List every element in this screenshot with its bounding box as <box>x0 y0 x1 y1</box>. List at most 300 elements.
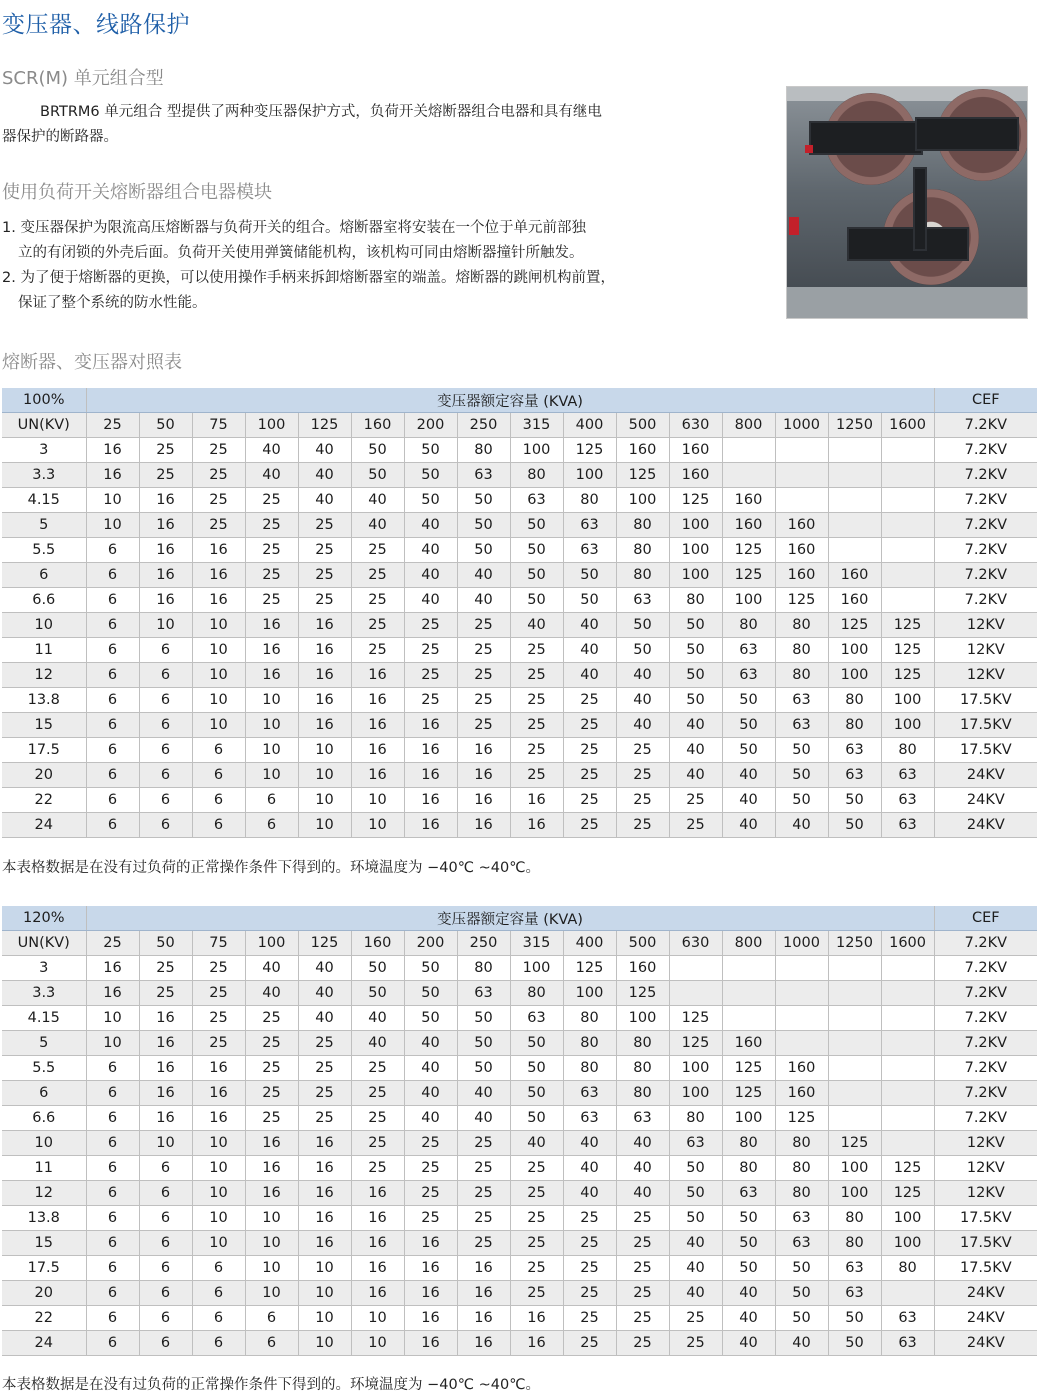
table-row <box>2 1231 1037 1256</box>
fuse-rating-cell: 25 <box>192 981 245 1006</box>
kva-cell: 315 <box>510 413 563 438</box>
fuse-rating-cell: 16 <box>351 1206 404 1231</box>
item-1-line-2: 立的有闭锁的外壳后面。负荷开关使用弹簧储能机构，该机构可同由熔断器撞针所触发。 <box>18 245 584 261</box>
cef-cell: 12KV <box>934 1131 1037 1156</box>
cef-cell: 7.2KV <box>934 538 1037 563</box>
fuse-rating-cell: 63 <box>457 981 510 1006</box>
fuse-rating-cell: 16 <box>139 1006 192 1031</box>
fuse-rating-cell: 40 <box>669 763 722 788</box>
fuse-rating-cell: 40 <box>245 981 298 1006</box>
fuse-rating-cell: 40 <box>669 1281 722 1306</box>
fuse-rating-cell <box>722 956 775 981</box>
fuse-rating-cell: 50 <box>775 1256 828 1281</box>
fuse-rating-cell: 100 <box>563 463 616 488</box>
table-note-120: 本表格数据是在没有过负荷的正常操作条件下得到的。环境温度为 −40℃ ~40℃。 <box>2 1377 540 1393</box>
fuse-rating-cell: 80 <box>775 663 828 688</box>
fuse-rating-cell: 40 <box>616 663 669 688</box>
kva-cell: 1000 <box>775 413 828 438</box>
fuse-rating-cell: 25 <box>245 588 298 613</box>
fuse-rating-cell: 25 <box>457 1156 510 1181</box>
cef-cell: 17.5KV <box>934 713 1037 738</box>
fuse-rating-cell: 25 <box>669 813 722 838</box>
cef-cell: 7.2KV <box>934 931 1037 956</box>
fuse-rating-cell: 16 <box>457 1281 510 1306</box>
cef-cell: 24KV <box>934 788 1037 813</box>
fuse-rating-cell: 10 <box>192 613 245 638</box>
fuse-rating-cell: 16 <box>192 538 245 563</box>
cef-cell: 17.5KV <box>934 688 1037 713</box>
fuse-rating-cell: 40 <box>616 1181 669 1206</box>
fuse-rating-cell: 100 <box>881 1206 934 1231</box>
kva-cell: 400 <box>563 413 616 438</box>
fuse-rating-cell: 25 <box>616 763 669 788</box>
fuse-rating-cell: 50 <box>351 438 404 463</box>
fuse-rating-cell: 50 <box>404 488 457 513</box>
table-row <box>2 1081 1037 1106</box>
fuse-rating-cell: 40 <box>563 613 616 638</box>
fuse-rating-cell: 80 <box>510 463 563 488</box>
un-cell: 22 <box>2 788 86 813</box>
fuse-rating-cell: 40 <box>775 813 828 838</box>
fuse-rating-cell: 16 <box>457 1256 510 1281</box>
fuse-rating-cell: 63 <box>563 513 616 538</box>
fuse-rating-cell: 16 <box>457 1331 510 1356</box>
fuse-rating-cell: 63 <box>881 1306 934 1331</box>
fuse-rating-cell: 40 <box>298 981 351 1006</box>
fuse-rating-cell: 25 <box>298 563 351 588</box>
fuse-rating-cell: 6 <box>86 538 139 563</box>
fuse-rating-cell: 25 <box>298 538 351 563</box>
fuse-rating-cell: 10 <box>245 1281 298 1306</box>
fuse-rating-cell <box>775 981 828 1006</box>
fuse-rating-cell: 40 <box>457 588 510 613</box>
fuse-rating-cell: 25 <box>616 813 669 838</box>
fuse-rating-cell: 100 <box>669 538 722 563</box>
fuse-rating-cell: 25 <box>298 1081 351 1106</box>
fuse-rating-cell: 50 <box>510 1106 563 1131</box>
fuse-rating-cell: 50 <box>563 563 616 588</box>
fuse-rating-cell: 6 <box>86 1231 139 1256</box>
fuse-rating-cell: 25 <box>192 513 245 538</box>
table-row <box>2 538 1037 563</box>
cef-cell: 7.2KV <box>934 981 1037 1006</box>
fuse-rating-cell: 6 <box>86 588 139 613</box>
cef-cell: 7.2KV <box>934 956 1037 981</box>
fuse-rating-cell: 10 <box>298 763 351 788</box>
fuse-rating-cell: 63 <box>775 713 828 738</box>
kva-cell: 200 <box>404 413 457 438</box>
fuse-rating-cell: 6 <box>139 1206 192 1231</box>
fuse-rating-cell: 100 <box>669 563 722 588</box>
cef-cell: 24KV <box>934 1331 1037 1356</box>
cef-cell: 24KV <box>934 763 1037 788</box>
fuse-rating-cell: 25 <box>351 1081 404 1106</box>
un-cell: 20 <box>2 763 86 788</box>
un-header-cell: UN(KV) <box>2 413 86 438</box>
kva-cell: 250 <box>457 931 510 956</box>
kva-cell: 400 <box>563 931 616 956</box>
fuse-rating-cell: 40 <box>298 438 351 463</box>
fuse-rating-cell: 16 <box>351 738 404 763</box>
fuse-rating-cell: 40 <box>563 1181 616 1206</box>
fuse-rating-cell: 160 <box>775 563 828 588</box>
corner-cell: 100% <box>2 388 86 413</box>
fuse-rating-cell: 40 <box>616 688 669 713</box>
fuse-rating-cell <box>775 956 828 981</box>
cef-cell: 12KV <box>934 1181 1037 1206</box>
fuse-rating-cell: 125 <box>775 1106 828 1131</box>
fuse-rating-cell: 50 <box>510 513 563 538</box>
fuse-rating-cell: 50 <box>563 588 616 613</box>
fuse-rating-cell: 50 <box>616 613 669 638</box>
fuse-rating-cell: 160 <box>828 588 881 613</box>
fuse-rating-cell: 63 <box>881 788 934 813</box>
fuse-rating-cell <box>881 488 934 513</box>
fuse-rating-cell: 6 <box>86 788 139 813</box>
cef-cell: 7.2KV <box>934 413 1037 438</box>
fuse-rating-cell: 25 <box>404 1206 457 1231</box>
fuse-rating-cell: 50 <box>351 981 404 1006</box>
fuse-rating-cell: 40 <box>298 463 351 488</box>
fuse-rating-cell: 50 <box>722 1231 775 1256</box>
fuse-rating-cell: 40 <box>563 663 616 688</box>
fuse-rating-cell: 25 <box>563 1256 616 1281</box>
fuse-rating-cell: 125 <box>616 463 669 488</box>
fuse-rating-cell: 6 <box>86 713 139 738</box>
fuse-rating-cell <box>828 956 881 981</box>
fuse-rating-cell: 50 <box>669 688 722 713</box>
fuse-rating-cell: 80 <box>616 1081 669 1106</box>
fuse-rating-cell: 16 <box>86 463 139 488</box>
fuse-rating-cell: 25 <box>245 563 298 588</box>
fuse-rating-cell: 16 <box>192 1056 245 1081</box>
fuse-rating-cell: 16 <box>298 1156 351 1181</box>
fuse-rating-cell: 50 <box>457 513 510 538</box>
table-row <box>2 463 1037 488</box>
fuse-rating-cell: 10 <box>298 1306 351 1331</box>
cef-cell: 7.2KV <box>934 438 1037 463</box>
table-row <box>2 438 1037 463</box>
fuse-rating-cell: 10 <box>351 1306 404 1331</box>
fuse-rating-cell: 25 <box>351 1106 404 1131</box>
fuse-rating-cell: 25 <box>245 1031 298 1056</box>
fuse-rating-cell: 16 <box>139 1106 192 1131</box>
fuse-rating-cell: 25 <box>457 713 510 738</box>
fuse-rating-cell: 25 <box>298 513 351 538</box>
fuse-rating-cell: 40 <box>616 713 669 738</box>
fuse-rating-cell: 6 <box>139 1281 192 1306</box>
table-note-100: 本表格数据是在没有过负荷的正常操作条件下得到的。环境温度为 −40℃ ~40℃。 <box>2 860 540 876</box>
fuse-rating-cell: 6 <box>192 813 245 838</box>
fuse-rating-cell: 40 <box>245 463 298 488</box>
cef-cell: 7.2KV <box>934 1006 1037 1031</box>
fuse-rating-cell: 16 <box>192 1081 245 1106</box>
fuse-rating-cell: 25 <box>404 1181 457 1206</box>
fuse-table-100 <box>2 388 1037 838</box>
fuse-rating-cell: 10 <box>245 1206 298 1231</box>
cef-cell: 12KV <box>934 613 1037 638</box>
kva-cell: 75 <box>192 931 245 956</box>
fuse-rating-cell <box>828 1106 881 1131</box>
fuse-rating-cell: 16 <box>139 1031 192 1056</box>
fuse-rating-cell: 25 <box>510 1156 563 1181</box>
fuse-rating-cell: 6 <box>86 663 139 688</box>
fuse-rating-cell: 16 <box>86 438 139 463</box>
fuse-rating-cell: 40 <box>722 1331 775 1356</box>
fuse-rating-cell: 40 <box>404 513 457 538</box>
fuse-rating-cell: 50 <box>828 1331 881 1356</box>
fuse-rating-cell: 40 <box>298 956 351 981</box>
fuse-rating-cell: 125 <box>881 613 934 638</box>
fuse-rating-cell: 25 <box>404 688 457 713</box>
un-cell: 15 <box>2 713 86 738</box>
fuse-rating-cell: 160 <box>722 488 775 513</box>
fuse-rating-cell: 16 <box>139 1081 192 1106</box>
fuse-rating-cell: 125 <box>669 1031 722 1056</box>
fuse-rating-cell: 25 <box>192 1031 245 1056</box>
un-cell: 13.8 <box>2 688 86 713</box>
fuse-rating-cell: 25 <box>510 1256 563 1281</box>
section-heading-fuse-module: 使用负荷开关熔断器组合电器模块 <box>2 182 272 203</box>
un-cell: 15 <box>2 1231 86 1256</box>
table-row <box>2 688 1037 713</box>
cef-cell: 7.2KV <box>934 1081 1037 1106</box>
fuse-rating-cell: 25 <box>245 538 298 563</box>
fuse-rating-cell: 80 <box>775 613 828 638</box>
fuse-rating-cell: 16 <box>245 663 298 688</box>
fuse-rating-cell: 50 <box>722 1256 775 1281</box>
un-cell: 11 <box>2 1156 86 1181</box>
fuse-rating-cell: 16 <box>351 713 404 738</box>
fuse-rating-cell: 25 <box>563 713 616 738</box>
fuse-rating-cell: 6 <box>86 563 139 588</box>
fuse-rating-cell: 25 <box>139 463 192 488</box>
cef-cell: 17.5KV <box>934 1206 1037 1231</box>
fuse-rating-cell: 80 <box>775 1131 828 1156</box>
fuse-rating-cell: 40 <box>510 613 563 638</box>
fuse-rating-cell: 25 <box>192 488 245 513</box>
fuse-rating-cell: 16 <box>245 1181 298 1206</box>
fuse-rating-cell: 80 <box>881 738 934 763</box>
fuse-rating-cell <box>828 438 881 463</box>
fuse-rating-cell: 16 <box>192 1106 245 1131</box>
fuse-rating-cell: 50 <box>669 663 722 688</box>
fuse-rating-cell: 16 <box>457 738 510 763</box>
kva-cell: 1000 <box>775 931 828 956</box>
fuse-rating-cell: 25 <box>351 588 404 613</box>
fuse-rating-cell: 10 <box>298 1281 351 1306</box>
fuse-rating-cell: 16 <box>298 1181 351 1206</box>
table-row <box>2 1181 1037 1206</box>
fuse-rating-cell: 25 <box>563 788 616 813</box>
fuse-rating-cell: 40 <box>351 488 404 513</box>
fuse-rating-cell: 80 <box>563 1056 616 1081</box>
fuse-rating-cell <box>828 981 881 1006</box>
fuse-rating-cell: 25 <box>563 813 616 838</box>
fuse-rating-cell: 16 <box>245 613 298 638</box>
un-header-cell: UN(KV) <box>2 931 86 956</box>
fuse-rating-cell: 25 <box>404 638 457 663</box>
fuse-rating-cell <box>669 956 722 981</box>
fuse-rating-cell: 6 <box>139 663 192 688</box>
fuse-rating-cell: 50 <box>351 956 404 981</box>
fuse-rating-cell: 6 <box>86 688 139 713</box>
table-row <box>2 1281 1037 1306</box>
fuse-rating-cell: 10 <box>192 1131 245 1156</box>
fuse-rating-cell: 100 <box>669 513 722 538</box>
fuse-rating-cell: 16 <box>404 813 457 838</box>
fuse-rating-cell: 40 <box>722 813 775 838</box>
fuse-rating-cell: 16 <box>457 763 510 788</box>
fuse-rating-cell <box>669 981 722 1006</box>
fuse-rating-cell: 10 <box>298 788 351 813</box>
table-header-row <box>2 388 1037 413</box>
fuse-rating-cell: 25 <box>669 1331 722 1356</box>
fuse-rating-cell: 10 <box>245 713 298 738</box>
un-cell: 4.15 <box>2 1006 86 1031</box>
corner-cell: 120% <box>2 906 86 931</box>
fuse-rating-cell: 50 <box>828 788 881 813</box>
fuse-rating-cell: 50 <box>457 488 510 513</box>
fuse-rating-cell: 25 <box>351 1156 404 1181</box>
fuse-rating-cell: 6 <box>86 763 139 788</box>
fuse-rating-cell: 25 <box>510 1206 563 1231</box>
cef-cell: 17.5KV <box>934 1256 1037 1281</box>
un-cell: 3 <box>2 438 86 463</box>
fuse-rating-cell <box>775 488 828 513</box>
fuse-rating-cell: 6 <box>192 1306 245 1331</box>
fuse-rating-cell: 40 <box>669 738 722 763</box>
fuse-rating-cell: 10 <box>245 688 298 713</box>
table-row <box>2 713 1037 738</box>
fuse-rating-cell: 160 <box>722 513 775 538</box>
fuse-rating-cell: 63 <box>881 1331 934 1356</box>
fuse-rating-cell <box>722 981 775 1006</box>
fuse-rating-cell: 25 <box>563 1231 616 1256</box>
fuse-rating-cell: 125 <box>616 981 669 1006</box>
fuse-rating-cell: 16 <box>192 588 245 613</box>
fuse-rating-cell: 16 <box>298 713 351 738</box>
fuse-rating-cell: 80 <box>881 1256 934 1281</box>
fuse-rating-cell: 6 <box>86 638 139 663</box>
fuse-rating-cell: 16 <box>404 1256 457 1281</box>
fuse-rating-cell: 25 <box>351 613 404 638</box>
fuse-rating-cell: 6 <box>192 763 245 788</box>
un-cell: 10 <box>2 613 86 638</box>
fuse-rating-cell: 16 <box>404 1306 457 1331</box>
fuse-rating-cell: 25 <box>510 738 563 763</box>
fuse-rating-cell <box>722 438 775 463</box>
fuse-rating-cell: 6 <box>192 1281 245 1306</box>
fuse-rating-cell: 100 <box>722 588 775 613</box>
fuse-rating-cell <box>828 1031 881 1056</box>
fuse-rating-cell: 40 <box>404 1056 457 1081</box>
fuse-rating-cell: 16 <box>404 1281 457 1306</box>
fuse-rating-cell: 16 <box>351 1256 404 1281</box>
fuse-rating-cell: 16 <box>86 956 139 981</box>
fuse-rating-cell: 40 <box>457 563 510 588</box>
kva-cell: 1250 <box>828 413 881 438</box>
table-row <box>2 638 1037 663</box>
fuse-rating-cell: 25 <box>404 663 457 688</box>
fuse-rating-cell: 50 <box>404 1006 457 1031</box>
fuse-rating-cell: 125 <box>669 1006 722 1031</box>
fuse-rating-cell: 16 <box>351 1231 404 1256</box>
fuse-rating-cell: 10 <box>245 1231 298 1256</box>
table-row <box>2 1306 1037 1331</box>
fuse-rating-cell: 6 <box>86 1081 139 1106</box>
fuse-rating-cell: 6 <box>139 638 192 663</box>
fuse-rating-cell: 40 <box>404 588 457 613</box>
fuse-rating-cell: 125 <box>722 538 775 563</box>
table-row <box>2 1206 1037 1231</box>
fuse-rating-cell: 16 <box>404 788 457 813</box>
fuse-rating-cell: 16 <box>510 1331 563 1356</box>
fuse-rating-cell: 6 <box>139 713 192 738</box>
fuse-rating-cell: 10 <box>192 1206 245 1231</box>
fuse-rating-cell: 80 <box>616 1031 669 1056</box>
fuse-rating-cell: 6 <box>86 813 139 838</box>
fuse-rating-cell: 10 <box>298 1256 351 1281</box>
table-row <box>2 1006 1037 1031</box>
fuse-rating-cell: 25 <box>616 1206 669 1231</box>
fuse-rating-cell: 50 <box>722 738 775 763</box>
fuse-rating-cell: 125 <box>722 1056 775 1081</box>
fuse-rating-cell <box>775 463 828 488</box>
intro-line-1: BRTRM6 单元组合 型提供了两种变压器保护方式，负荷开关熔断器组合电器和具有继电 <box>40 104 602 120</box>
fuse-rating-cell: 25 <box>298 1031 351 1056</box>
fuse-rating-cell: 25 <box>616 1256 669 1281</box>
fuse-rating-cell: 25 <box>298 588 351 613</box>
fuse-rating-cell: 10 <box>86 1031 139 1056</box>
fuse-rating-cell: 63 <box>881 813 934 838</box>
fuse-rating-cell: 100 <box>616 488 669 513</box>
fuse-rating-cell: 50 <box>404 981 457 1006</box>
fuse-rating-cell: 160 <box>616 956 669 981</box>
kva-cell: 160 <box>351 413 404 438</box>
fuse-rating-cell <box>828 1081 881 1106</box>
fuse-rating-cell: 16 <box>298 663 351 688</box>
kva-cell: 630 <box>669 931 722 956</box>
fuse-rating-cell <box>881 956 934 981</box>
fuse-rating-cell: 25 <box>457 638 510 663</box>
table-row <box>2 813 1037 838</box>
fuse-rating-cell: 10 <box>139 1131 192 1156</box>
fuse-rating-cell: 63 <box>563 1081 616 1106</box>
fuse-rating-cell <box>881 981 934 1006</box>
fuse-rating-cell: 16 <box>139 488 192 513</box>
fuse-rating-cell: 10 <box>245 738 298 763</box>
fuse-rating-cell: 80 <box>722 1156 775 1181</box>
fuse-rating-cell: 40 <box>722 763 775 788</box>
fuse-rating-cell: 40 <box>351 513 404 538</box>
fuse-rating-cell: 50 <box>510 1031 563 1056</box>
fuse-rating-cell: 16 <box>192 563 245 588</box>
fuse-rating-cell: 80 <box>722 613 775 638</box>
fuse-rating-cell: 63 <box>775 688 828 713</box>
fuse-rating-cell: 125 <box>881 663 934 688</box>
cef-cell: 24KV <box>934 813 1037 838</box>
kva-cell: 125 <box>298 931 351 956</box>
fuse-rating-cell: 160 <box>775 513 828 538</box>
kva-cell: 125 <box>298 413 351 438</box>
table-header-row <box>2 906 1037 931</box>
fuse-rating-cell: 50 <box>775 1281 828 1306</box>
un-cell: 4.15 <box>2 488 86 513</box>
fuse-rating-cell: 63 <box>828 763 881 788</box>
fuse-rating-cell: 125 <box>669 488 722 513</box>
fuse-compartment-photo <box>786 86 1028 319</box>
